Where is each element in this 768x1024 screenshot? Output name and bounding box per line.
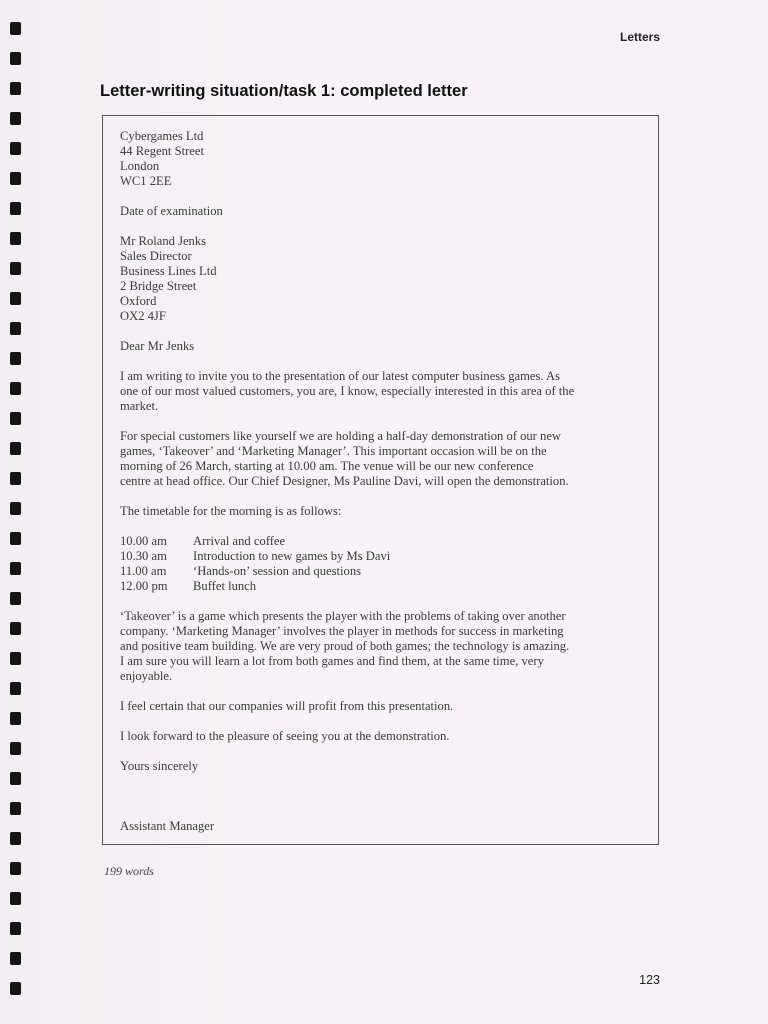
- binding-hole: [10, 532, 21, 545]
- binding-hole: [10, 352, 21, 365]
- binding-hole: [10, 442, 21, 455]
- binding-hole: [10, 112, 21, 125]
- letter-body: [120, 129, 646, 834]
- timetable-intro: The timetable for the morning is as follows:: [120, 504, 342, 518]
- binding-hole: [10, 232, 21, 245]
- binding-hole: [10, 22, 21, 35]
- timetable: [120, 534, 646, 594]
- paragraph-line: games, ‘Takeover’ and ‘Marketing Manager’. This important occasion will be on the: [120, 444, 547, 458]
- timetable-row: [120, 549, 646, 564]
- timetable-event: Buffet lunch: [193, 579, 257, 593]
- address-line: Oxford: [120, 294, 157, 308]
- address-line: 44 Regent Street: [120, 144, 204, 158]
- paragraph-line: one of our most valued customers, you are, I know, especially interested in this area of the: [120, 384, 575, 398]
- timetable-time: 11.00 am: [120, 564, 167, 578]
- binding-hole: [10, 262, 21, 275]
- paragraph-line: and positive team building. We are very proud of both games; the technology is amazing.: [120, 639, 570, 653]
- timetable-event: Arrival and coffee: [193, 534, 286, 548]
- address-line: OX2 4JF: [120, 309, 166, 323]
- binding-hole: [10, 382, 21, 395]
- timetable-event: ‘Hands-on’ session and questions: [193, 564, 362, 578]
- paragraph-invitation: [120, 369, 646, 414]
- address-line: Mr Roland Jenks: [120, 234, 207, 248]
- paragraph-line: I am writing to invite you to the presentation of our latest computer business games. As: [120, 369, 560, 383]
- binding-hole: [10, 652, 21, 665]
- timetable-event: Introduction to new games by Ms Davi: [193, 549, 391, 563]
- page-title: Letter-writing situation/task 1: completed letter: [100, 82, 468, 100]
- binding-hole: [10, 82, 21, 95]
- recipient-address: [120, 234, 646, 324]
- address-line: Cybergames Ltd: [120, 129, 204, 143]
- paragraph-line: For special customers like yourself we are holding a half-day demonstration of our new: [120, 429, 562, 443]
- binding-hole: [10, 502, 21, 515]
- binding-hole: [10, 682, 21, 695]
- binding-hole: [10, 562, 21, 575]
- binding-hole: [10, 952, 21, 965]
- spiral-binding: [10, 22, 22, 1012]
- binding-hole: [10, 52, 21, 65]
- paragraph-line: market.: [120, 399, 159, 413]
- signature-title: Assistant Manager: [120, 819, 215, 833]
- timetable-row: [120, 564, 646, 579]
- paragraph-line: centre at head office. Our Chief Designer, Ms Pauline Davi, will open the demonstration.: [120, 474, 569, 488]
- paragraph-look-forward: I look forward to the pleasure of seeing you at the demonstration.: [120, 729, 450, 743]
- binding-hole: [10, 712, 21, 725]
- letter-date: Date of examination: [120, 204, 223, 218]
- binding-hole: [10, 832, 21, 845]
- paragraph-line: company. ‘Marketing Manager’ involves the player in methods for success in marketing: [120, 624, 564, 638]
- binding-hole: [10, 202, 21, 215]
- sender-address: [120, 129, 646, 189]
- timetable-time: 12.00 pm: [120, 579, 168, 593]
- binding-hole: [10, 982, 21, 995]
- running-head: Letters: [619, 30, 660, 44]
- binding-hole: [10, 862, 21, 875]
- salutation: Dear Mr Jenks: [120, 339, 195, 353]
- timetable-row: [120, 579, 646, 594]
- address-line: Sales Director: [120, 249, 192, 263]
- paragraph-line: ‘Takeover’ is a game which presents the player with the problems of taking over another: [120, 609, 566, 623]
- address-line: Business Lines Ltd: [120, 264, 217, 278]
- paragraph-line: I am sure you will learn a lot from both games and find them, at the same time, very: [120, 654, 544, 668]
- paragraph-games-description: [120, 609, 646, 684]
- binding-hole: [10, 802, 21, 815]
- paragraph-line: morning of 26 March, starting at 10.00 am. The venue will be our new conference: [120, 459, 534, 473]
- paragraph-event-details: [120, 429, 646, 489]
- binding-hole: [10, 412, 21, 425]
- timetable-time: 10.00 am: [120, 534, 167, 548]
- binding-hole: [10, 472, 21, 485]
- binding-hole: [10, 892, 21, 905]
- binding-hole: [10, 142, 21, 155]
- paragraph-line: enjoyable.: [120, 669, 173, 683]
- address-line: 2 Bridge Street: [120, 279, 197, 293]
- binding-hole: [10, 322, 21, 335]
- address-line: WC1 2EE: [120, 174, 172, 188]
- paragraph-profit: I feel certain that our companies will profit from this presentation.: [120, 699, 454, 713]
- binding-hole: [10, 622, 21, 635]
- word-count: 199 words: [104, 864, 154, 878]
- timetable-row: [120, 534, 646, 549]
- binding-hole: [10, 742, 21, 755]
- closing: Yours sincerely: [120, 759, 199, 773]
- binding-hole: [10, 592, 21, 605]
- binding-hole: [10, 292, 21, 305]
- address-line: London: [120, 159, 160, 173]
- binding-hole: [10, 172, 21, 185]
- timetable-time: 10.30 am: [120, 549, 167, 563]
- binding-hole: [10, 772, 21, 785]
- binding-hole: [10, 922, 21, 935]
- page-number: 123: [639, 973, 660, 987]
